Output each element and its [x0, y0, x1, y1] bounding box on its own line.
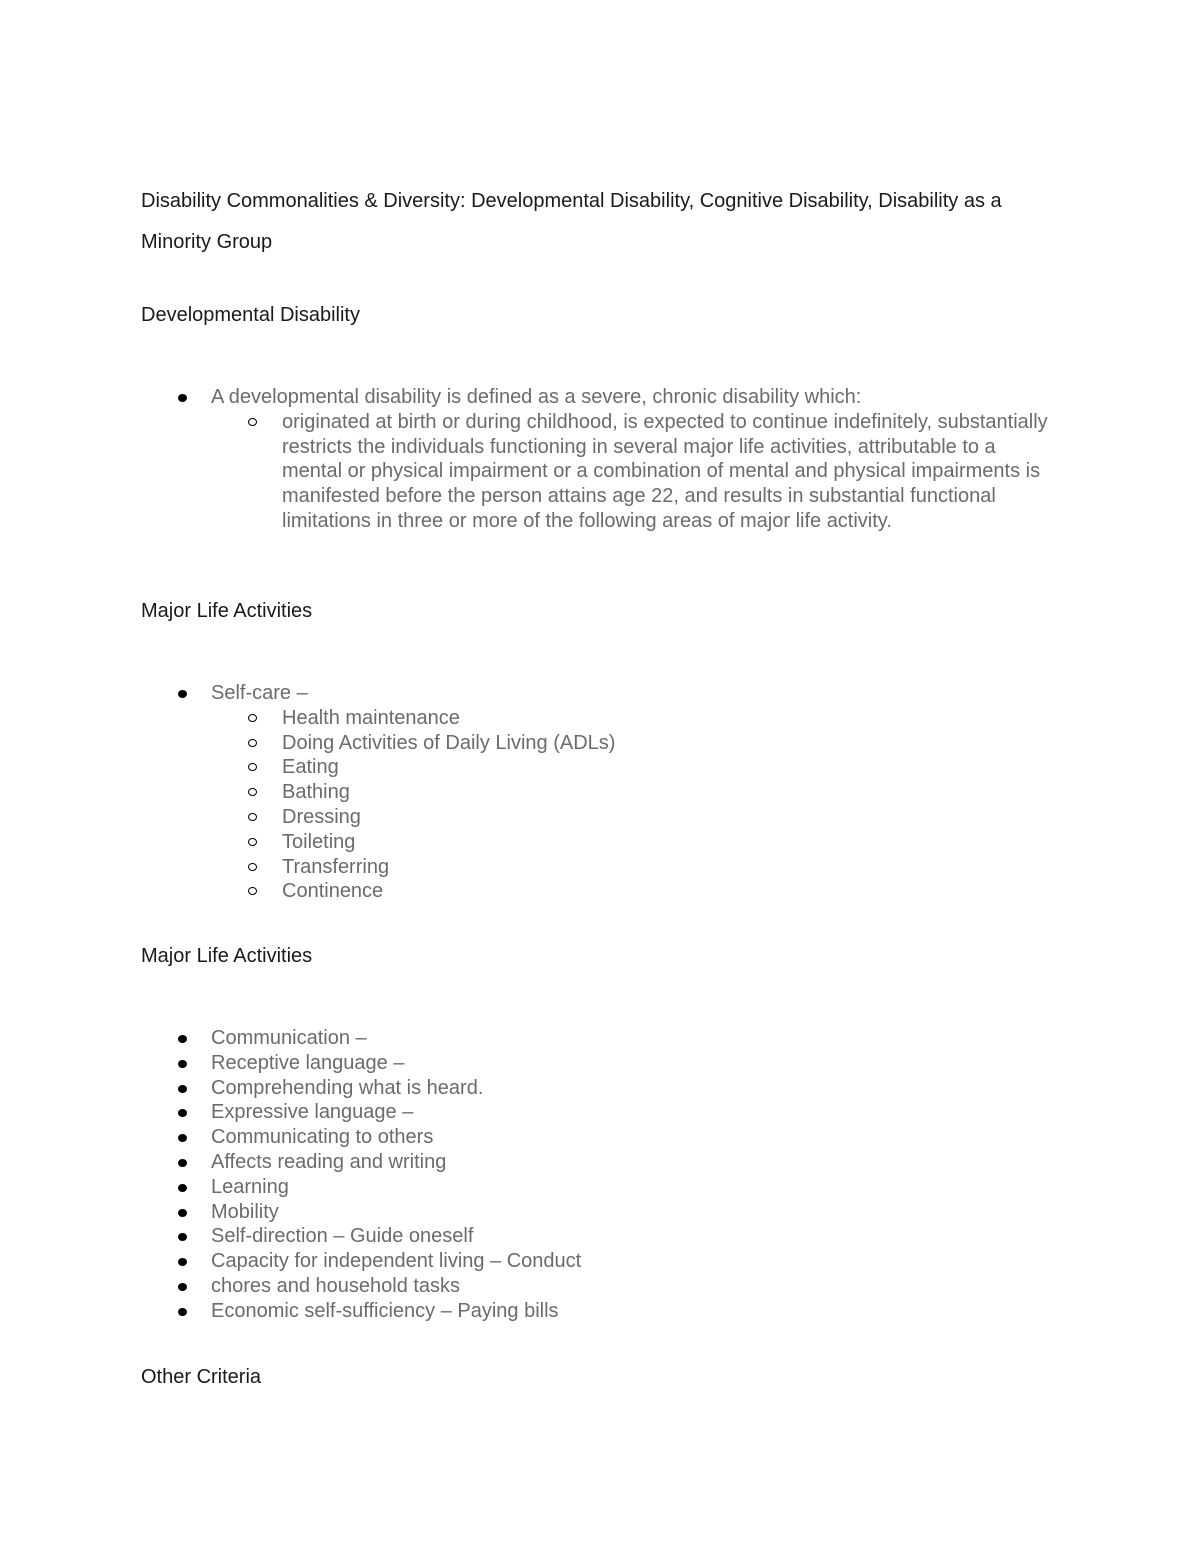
circle-bullet-icon [248, 418, 257, 426]
sub-list-item-text: Continence [282, 880, 384, 903]
bullet-icon [178, 1308, 187, 1316]
bullet-icon [178, 1085, 187, 1093]
sub-list-item [0, 855, 615, 880]
sub-list-item-text: Transferring [282, 855, 390, 878]
sub-list-item [0, 755, 615, 780]
sub-list-item [0, 805, 615, 830]
list-item [0, 1051, 581, 1076]
circle-bullet-icon [248, 714, 257, 722]
list-item [0, 1100, 581, 1125]
list-item [0, 1026, 581, 1051]
bullet-icon [178, 1060, 187, 1068]
circle-bullet-icon [248, 863, 257, 871]
bullet-icon [178, 1134, 187, 1142]
sub-list-item-text: Bathing [282, 781, 350, 804]
section-heading-other-criteria: Other Criteria [141, 1366, 262, 1388]
bullet-icon [178, 394, 187, 402]
list-item-text: Learning [211, 1175, 289, 1198]
bullet-icon [178, 1233, 187, 1241]
list-item [0, 1175, 581, 1200]
sub-list-item-text: Health maintenance [282, 706, 460, 729]
list-item-text: Affects reading and writing [211, 1150, 447, 1173]
list-item [0, 1299, 581, 1324]
sub-list-item-text: originated at birth or during childhood, is expected to continue indefinitely, substantially restricts the individuals functioning in several major life activities, attributable to a mental or physical impairment or a combination of mental and physical impairments is manifested before the person attains age 22, and results in substantial functional limitations in three or more of the following areas of major life activity. [282, 410, 1048, 532]
list-item [0, 681, 615, 706]
bullet-icon [178, 1258, 187, 1266]
circle-bullet-icon [248, 739, 257, 747]
sub-list-item-text: Toileting [282, 830, 356, 853]
sub-list-item-text: Eating [282, 756, 339, 779]
bullet-icon [178, 1184, 187, 1192]
list-item-text: A developmental disability is defined as a severe, chronic disability which: [211, 386, 862, 408]
list-item [0, 385, 1050, 410]
list-item [0, 1224, 581, 1249]
bullet-icon [178, 1209, 187, 1217]
section-heading-major-life-activities: Major Life Activities [141, 600, 313, 622]
list-item-text: Capacity for independent living – Conduct [211, 1250, 582, 1273]
list-item-text: Mobility [211, 1200, 279, 1223]
list-item [0, 1274, 581, 1299]
list-item [0, 1150, 581, 1175]
self-care-list [0, 681, 615, 904]
list-item [0, 1249, 581, 1274]
circle-bullet-icon [248, 838, 257, 846]
list-item-text: Communicating to others [211, 1126, 434, 1149]
sub-list-item [0, 706, 615, 731]
circle-bullet-icon [248, 813, 257, 821]
bullet-icon [178, 690, 187, 698]
bullet-icon [178, 1159, 187, 1167]
circle-bullet-icon [248, 887, 257, 895]
list-item-text: Receptive language – [211, 1051, 405, 1074]
list-item [0, 1076, 581, 1101]
list-item-text: Comprehending what is heard. [211, 1076, 484, 1099]
section-heading-major-life-activities-2: Major Life Activities [141, 945, 313, 967]
definition-list [0, 385, 1050, 534]
sub-list-item [0, 780, 615, 805]
sub-list-item [0, 410, 1050, 534]
list-item-text: Self-care – [211, 682, 308, 704]
activities-list [0, 1026, 581, 1324]
circle-bullet-icon [248, 763, 257, 771]
sub-list-item [0, 731, 615, 756]
list-item [0, 1125, 581, 1150]
sub-list-item-text: Doing Activities of Daily Living (ADLs) [282, 731, 616, 754]
sub-list-item [0, 830, 615, 855]
bullet-icon [178, 1109, 187, 1117]
sub-list-item [0, 879, 615, 904]
bullet-icon [178, 1283, 187, 1291]
sub-list-item-text: Dressing [282, 805, 361, 828]
document-title: Disability Commonalities & Diversity: Developmental Disability, Cognitive Disability, Disability as a Minority Group [141, 190, 1002, 253]
list-item-text: chores and household tasks [211, 1274, 461, 1297]
list-item [0, 1200, 581, 1225]
circle-bullet-icon [248, 788, 257, 796]
list-item-text: Expressive language – [211, 1101, 414, 1124]
list-item-text: Communication – [211, 1027, 367, 1049]
list-item-text: Economic self-sufficiency – Paying bills [211, 1299, 559, 1322]
bullet-icon [178, 1035, 187, 1043]
list-item-text: Self-direction – Guide oneself [211, 1225, 474, 1248]
section-heading-developmental-disability: Developmental Disability [141, 304, 360, 326]
